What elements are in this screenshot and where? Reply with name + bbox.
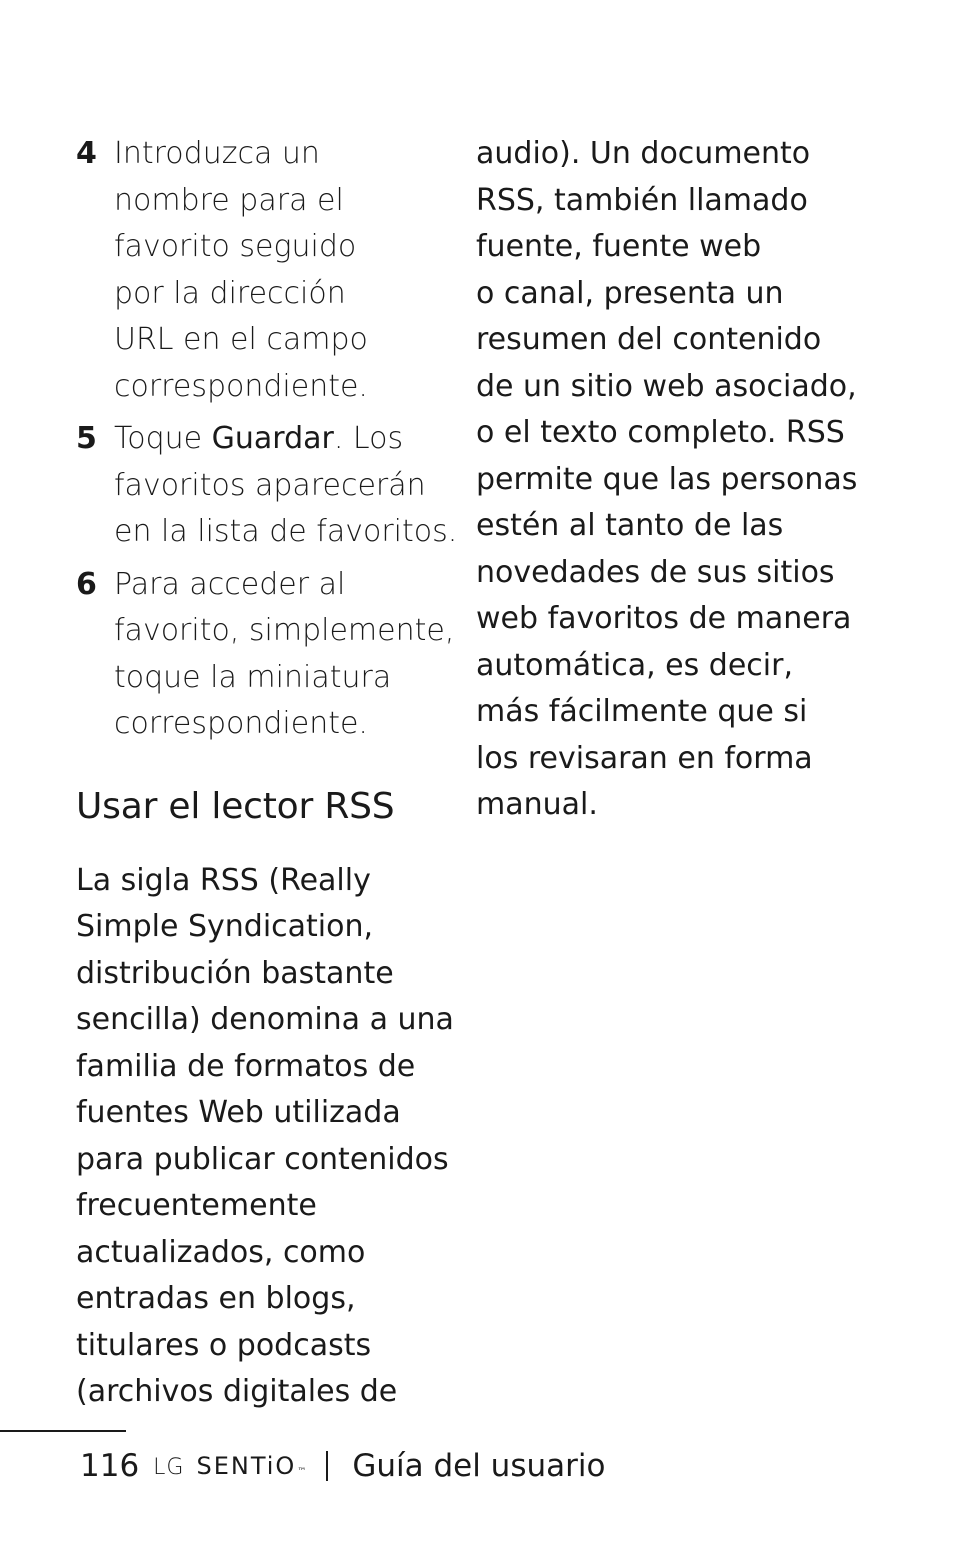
step-4 [76,131,456,410]
paragraph-line: La sigla RSS (Really [76,862,371,898]
page-footer [80,1444,605,1488]
right-column [476,131,856,829]
step-number: 5 [76,421,97,456]
paragraph-line: audio). Un documento [476,136,811,171]
paragraph-line: distribución bastante [76,955,394,991]
paragraph-line: resumen del contenido [476,322,822,357]
step-5 [76,416,456,556]
rss-paragraph-right [476,131,856,829]
paragraph-line: los revisaran en forma [476,740,813,776]
paragraph-line: Simple Syndication, [76,909,374,944]
brand-lg: LG [153,1455,185,1480]
paragraph-line: titulares o podcasts [76,1327,372,1363]
left-column [76,131,456,1416]
paragraph-line: frecuentemente [76,1188,317,1223]
footer-divider [326,1451,328,1481]
step-number: 6 [76,566,97,602]
step-number: 4 [76,136,97,171]
brand-model: SENTiO [196,1452,297,1480]
paragraph-line: RSS, también llamado [476,182,808,218]
step-line: URL en el campo [114,322,368,357]
paragraph-line: para publicar contenidos [76,1141,449,1177]
paragraph-line: de un sitio web asociado, [476,368,857,404]
step-text: . Los [333,421,404,456]
guide-title: Guía del usuario [352,1448,606,1484]
step-line: favoritos aparecerán [114,467,426,503]
step-text: Toque [114,421,212,456]
step-6 [76,562,456,748]
paragraph-line: o el texto completo. RSS [476,415,845,450]
step-line: por la dirección [114,275,346,311]
paragraph-line: entradas en blogs, [76,1281,356,1316]
save-button-reference: Guardar [211,421,334,456]
paragraph-line: estén al tanto de las [476,508,784,543]
paragraph-line: permite que las personas [476,461,858,497]
step-line: favorito seguido [114,229,357,264]
brand-logo [153,1452,306,1480]
step-line: Para acceder al [114,566,346,602]
step-line: correspondiente. [114,706,368,741]
paragraph-line: novedades de sus sitios [476,554,835,590]
step-line: en la lista de favoritos. [114,514,458,549]
page-number: 116 [80,1448,140,1484]
step-line: nombre para el [114,182,344,218]
trademark-symbol: ™ [297,1467,307,1477]
paragraph-line: sencilla) denomina a una [76,1002,454,1037]
paragraph-line: manual. [476,787,598,822]
paragraph-line: web favoritos de manera [476,601,852,636]
paragraph-line: más fácilmente que si [476,694,808,729]
section-title: Usar el lector RSS [76,785,395,827]
paragraph-line: familia de formatos de [76,1048,416,1084]
paragraph-line: o canal, presenta un [476,275,784,311]
paragraph-line: fuentes Web utilizada [76,1095,401,1130]
rss-paragraph-left [76,858,456,1416]
step-line: Introduzca un [114,136,320,171]
footer-rule [0,1430,126,1432]
step-line: toque la miniatura [114,659,392,695]
paragraph-line: actualizados, como [76,1234,366,1270]
paragraph-line: (archivos digitales de [76,1374,398,1409]
step-line: correspondiente. [114,368,368,404]
paragraph-line: fuente, fuente web [476,229,762,264]
paragraph-line: automática, es decir, [476,647,793,683]
step-line [114,416,456,463]
step-line: favorito, simplemente, [114,613,455,648]
